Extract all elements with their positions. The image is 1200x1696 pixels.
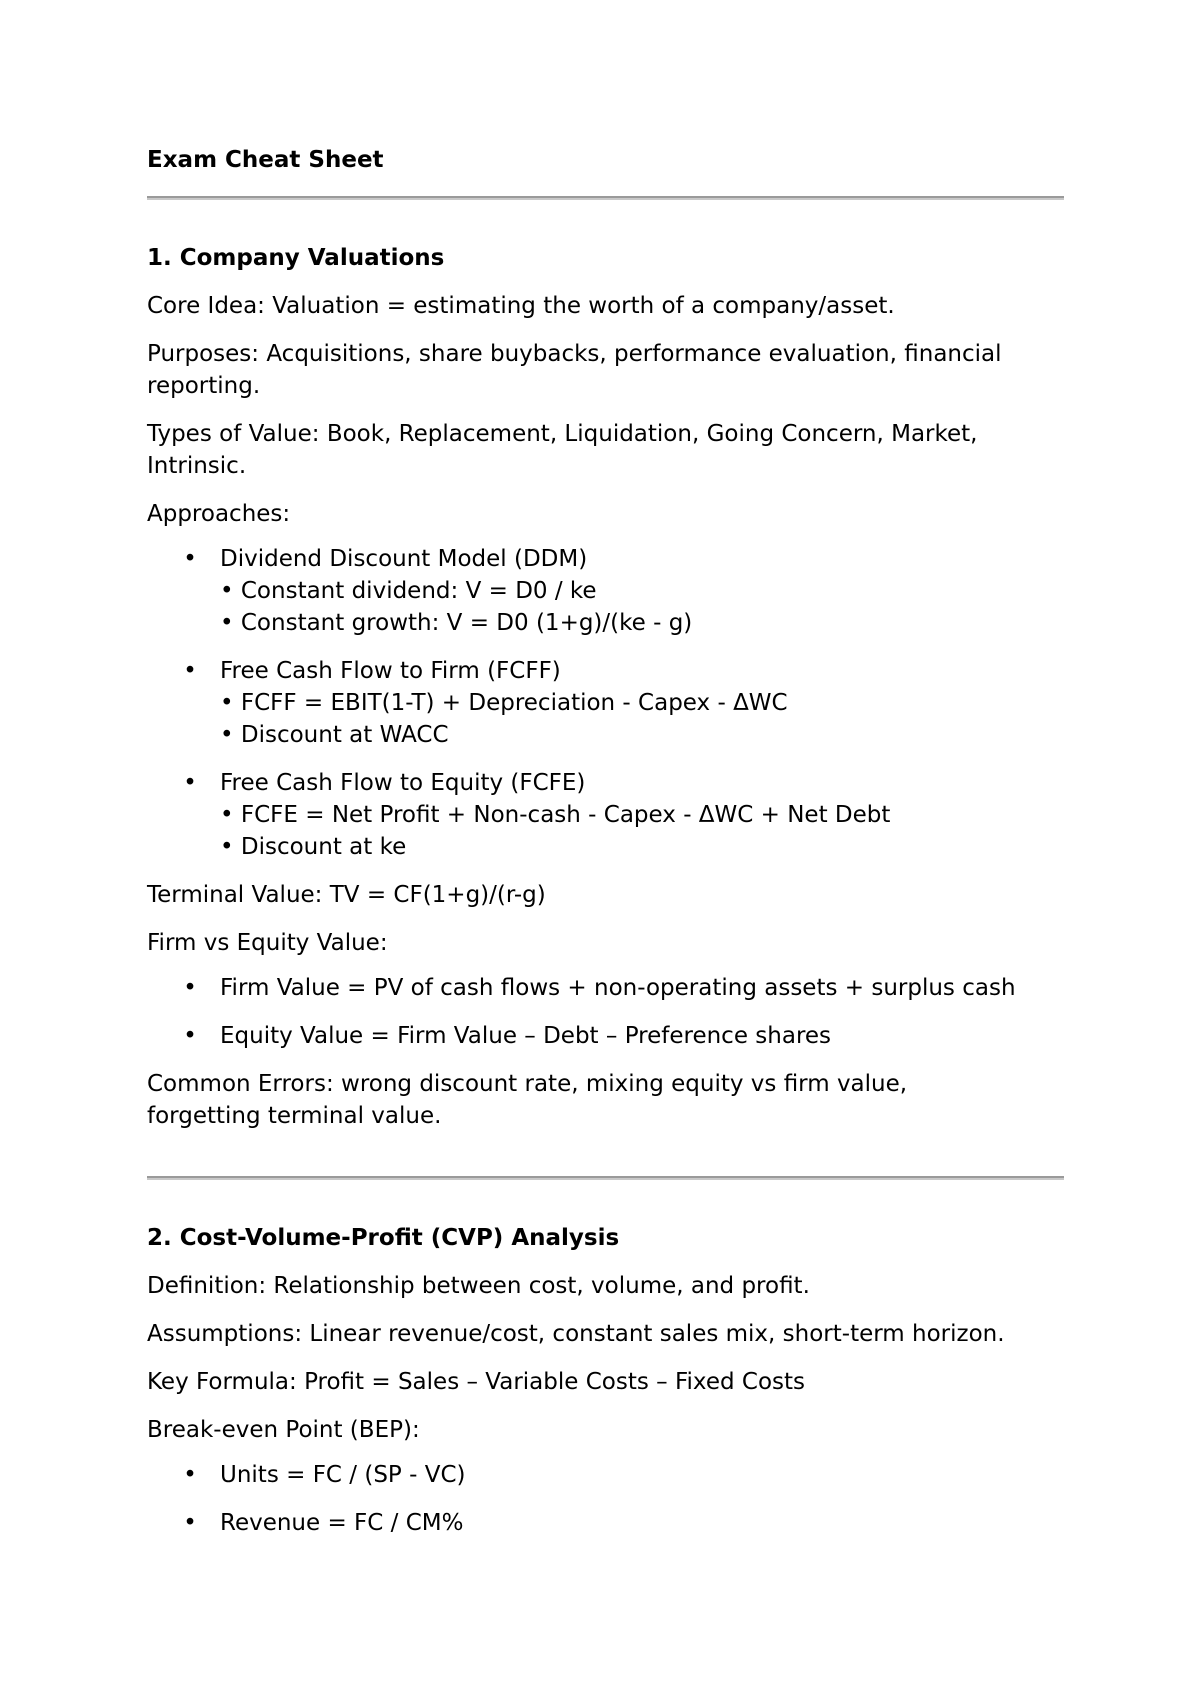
section-company-valuations	[147, 242, 1067, 1132]
types-line-1: Types of Value: Book, Replacement, Liquidation, Going Concern, Market,	[147, 421, 978, 447]
list-item-fcfe	[147, 767, 1067, 863]
list-item-text: Revenue = FC / CM%	[220, 1510, 464, 1536]
list-item-bep-revenue	[147, 1507, 1067, 1539]
list-item-equity-value	[147, 1020, 1067, 1052]
common-errors-line-2: forgetting terminal value.	[147, 1103, 442, 1129]
purposes-line-2: reporting.	[147, 373, 261, 399]
bullet-icon: •	[183, 770, 197, 796]
purposes-paragraph	[147, 338, 1067, 402]
section-heading: 2. Cost-Volume-Profit (CVP) Analysis	[147, 1225, 620, 1251]
list-item-ddm	[147, 543, 1067, 639]
key-formula-paragraph: Key Formula: Profit = Sales – Variable Costs – Fixed Costs	[147, 1369, 805, 1395]
list-item-text: Units = FC / (SP - VC)	[220, 1462, 466, 1488]
common-errors-paragraph	[147, 1068, 1067, 1132]
bep-label: Break-even Point (BEP):	[147, 1417, 420, 1443]
terminal-value-paragraph: Terminal Value: TV = CF(1+g)/(r-g)	[147, 882, 546, 908]
section-heading: 1. Company Valuations	[147, 245, 445, 271]
bullet-icon: •	[183, 975, 197, 1001]
bullet-icon: •	[183, 1510, 197, 1536]
list-item-bep-units	[147, 1459, 1067, 1491]
common-errors-line-1: Common Errors: wrong discount rate, mixing equity vs firm value,	[147, 1071, 908, 1097]
section-cvp-analysis	[147, 1222, 1067, 1539]
approach-title: Dividend Discount Model (DDM)	[220, 546, 588, 572]
document-title: Exam Cheat Sheet	[147, 147, 384, 173]
purposes-line-1: Purposes: Acquisitions, share buybacks, performance evaluation, financial	[147, 341, 1002, 367]
approaches-list	[147, 543, 1067, 863]
approaches-label: Approaches:	[147, 501, 291, 527]
approach-point: • FCFF = EBIT(1-T) + Depreciation - Capex - ΔWC	[220, 690, 788, 716]
approach-title: Free Cash Flow to Equity (FCFE)	[220, 770, 586, 796]
bullet-icon: •	[183, 1462, 197, 1488]
types-line-2: Intrinsic.	[147, 453, 247, 479]
bullet-icon: •	[183, 546, 197, 572]
approach-title: Free Cash Flow to Firm (FCFF)	[220, 658, 561, 684]
list-item-text: Equity Value = Firm Value – Debt – Preference shares	[220, 1023, 832, 1049]
approach-point: • Discount at ke	[220, 834, 407, 860]
horizontal-rule-middle	[147, 1176, 1064, 1180]
bullet-icon: •	[183, 1023, 197, 1049]
list-item-firm-value	[147, 972, 1067, 1004]
approach-point: • Constant growth: V = D0 (1+g)/(ke - g)	[220, 610, 693, 636]
approach-point: • Constant dividend: V = D0 / ke	[220, 578, 597, 604]
definition-paragraph: Definition: Relationship between cost, volume, and profit.	[147, 1273, 810, 1299]
approach-point: • FCFE = Net Profit + Non-cash - Capex - ΔWC + Net Debt	[220, 802, 891, 828]
approach-point: • Discount at WACC	[220, 722, 449, 748]
types-of-value-paragraph	[147, 418, 1067, 482]
firm-vs-equity-label: Firm vs Equity Value:	[147, 930, 388, 956]
bep-list	[147, 1459, 1067, 1539]
list-item-text: Firm Value = PV of cash flows + non-operating assets + surplus cash	[220, 975, 1016, 1001]
firm-vs-equity-list	[147, 972, 1067, 1052]
assumptions-paragraph: Assumptions: Linear revenue/cost, constant sales mix, short-term horizon.	[147, 1321, 1005, 1347]
bullet-icon: •	[183, 658, 197, 684]
core-idea-paragraph: Core Idea: Valuation = estimating the worth of a company/asset.	[147, 293, 895, 319]
horizontal-rule-top	[147, 196, 1064, 200]
list-item-fcff	[147, 655, 1067, 751]
